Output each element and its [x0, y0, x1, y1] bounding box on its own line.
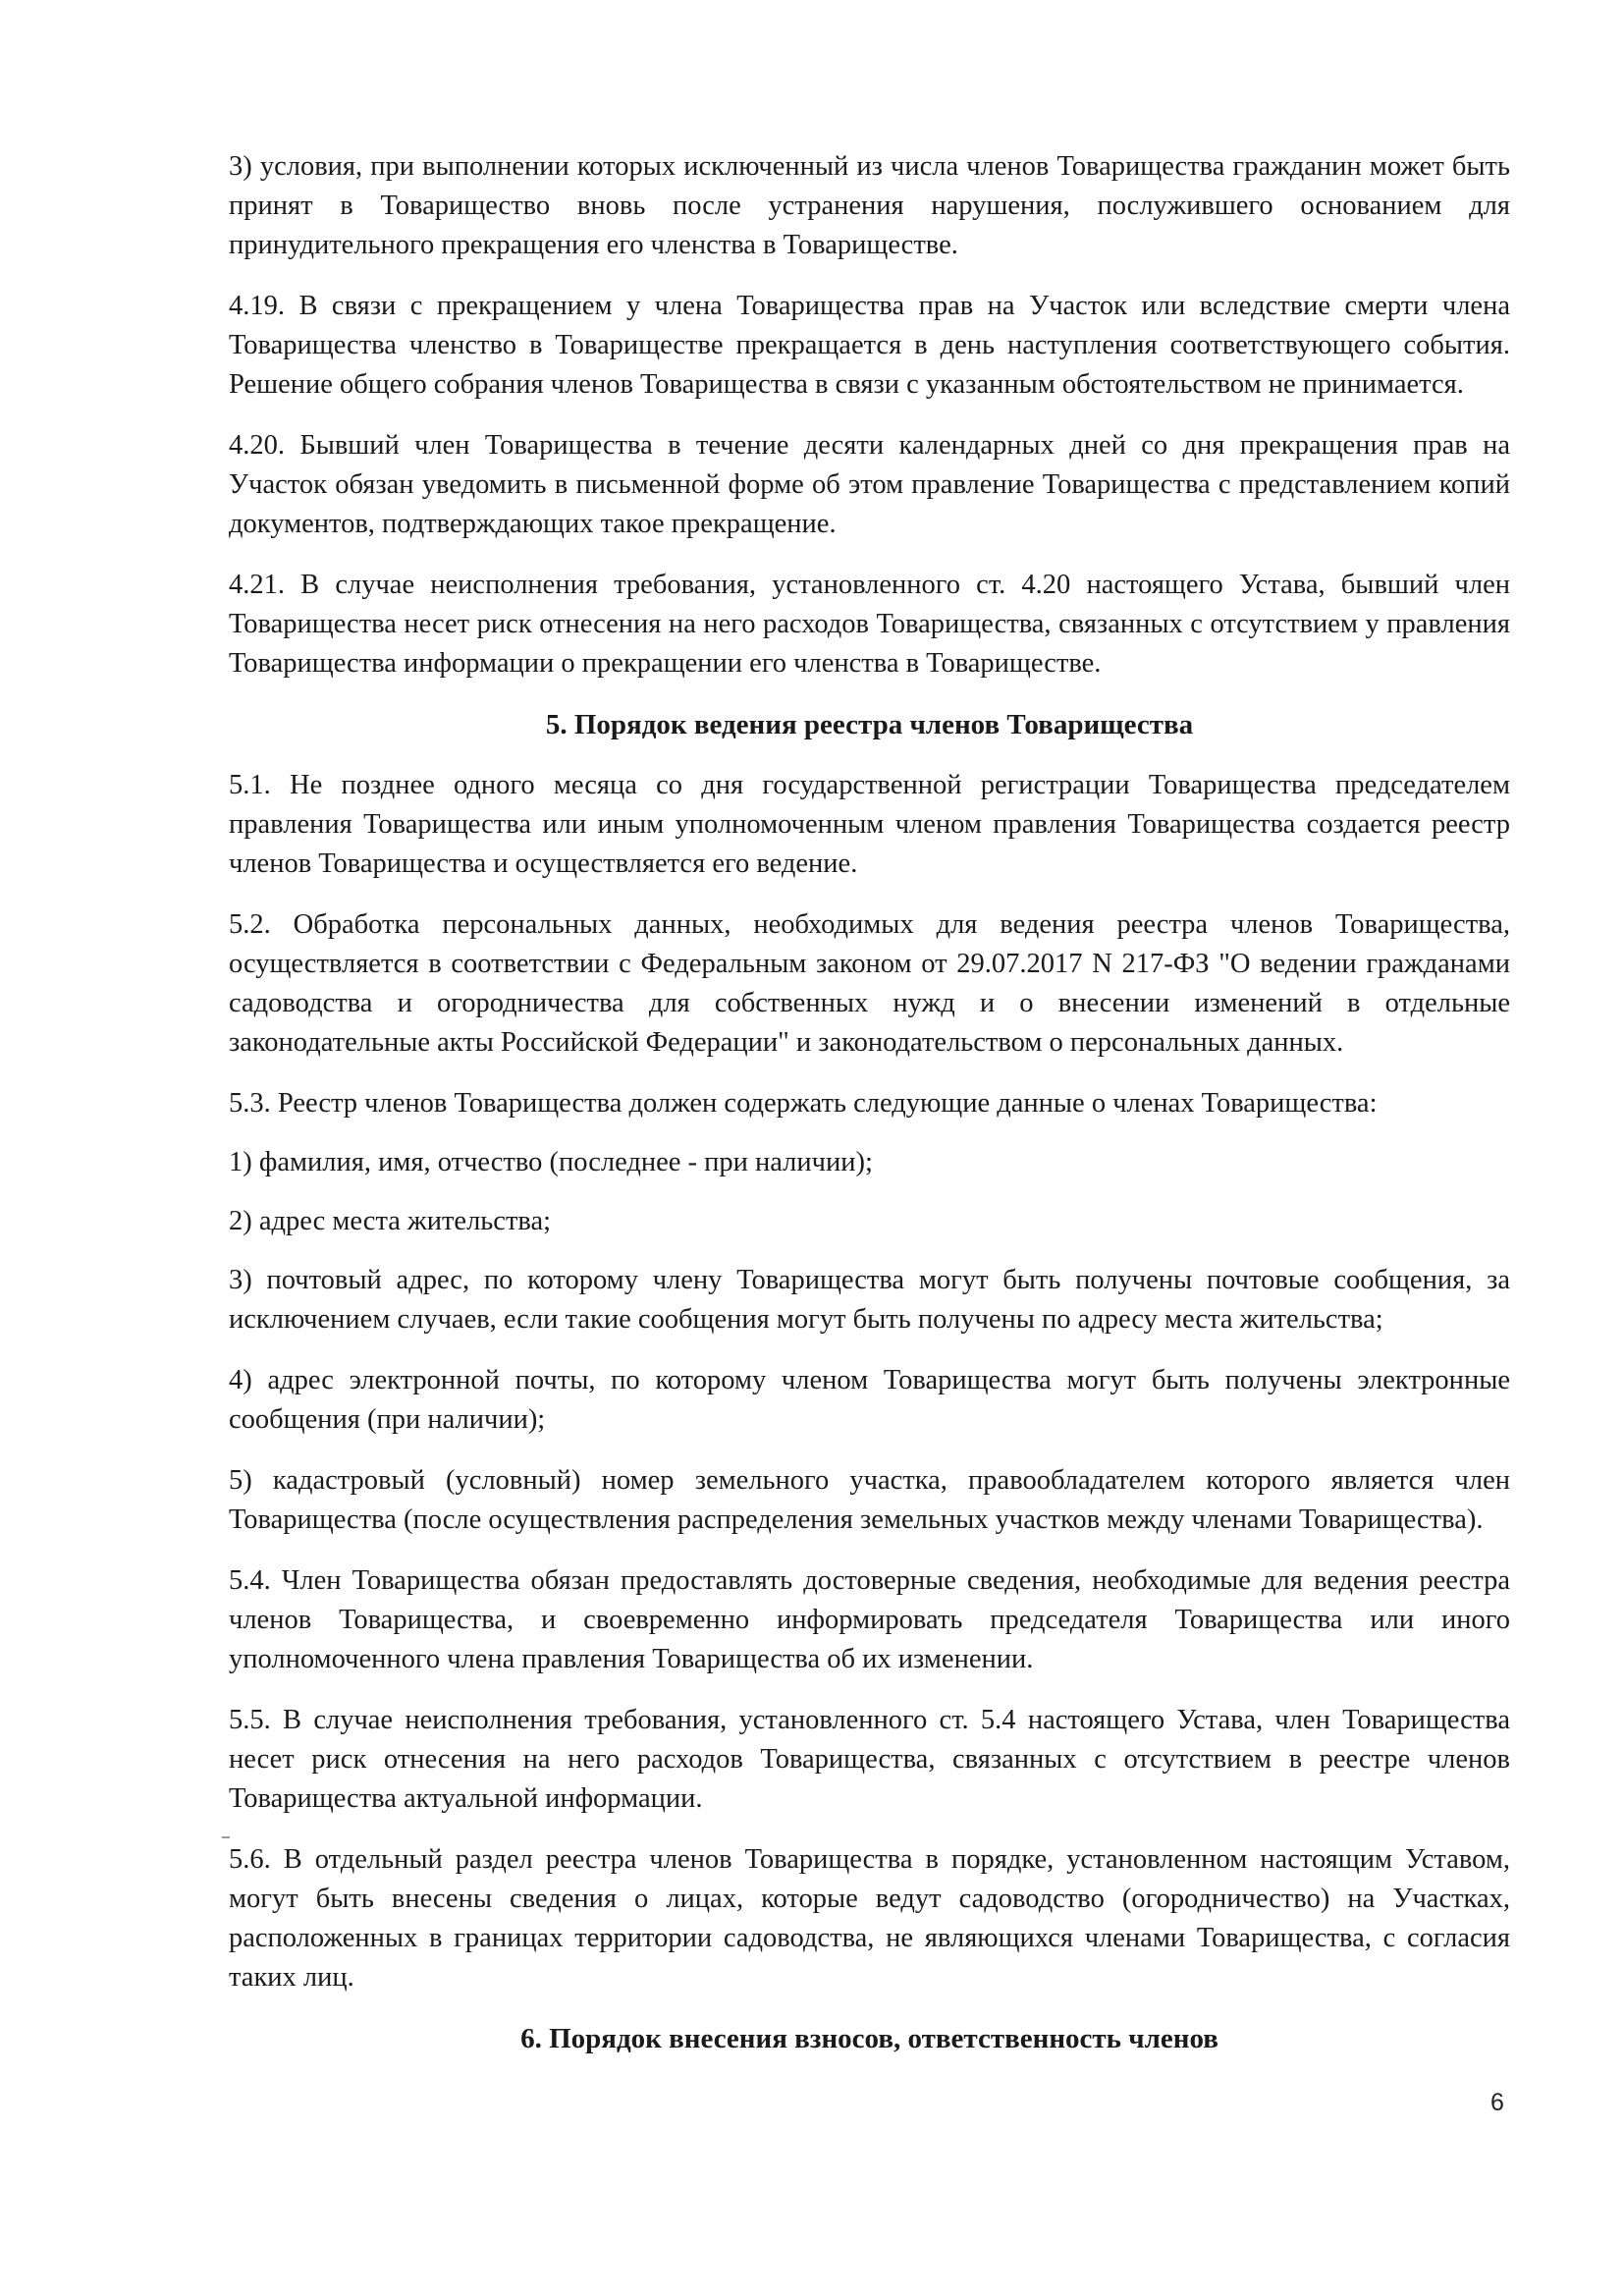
list-item-5-3-1: 1) фамилия, имя, отчество (последнее - при наличии); [229, 1147, 873, 1177]
paragraph-5-6: 5.6. В отдельный раздел реестра членов Товарищества в порядке, установленном настоящим Уставом, могут быть внесены сведения о лицах, которые ведут садоводство (огородничество) на Участках, расположенных в границах территории садоводства, не являющихся членами Товарищества, с согласия таких лиц. [229, 1844, 1510, 1993]
scan-artifact-mark [222, 1836, 230, 1838]
list-item-5-3-2: 2) адрес места жительства; [229, 1206, 552, 1236]
paragraph-5-1: 5.1. Не позднее одного месяца со дня государственной регистрации Товарищества председателем правления Товарищества или иным уполномоченным членом правления Товарищества создается реестр членов Товарищества и осуществляется его ведение. [229, 770, 1510, 879]
document-page [229, 147, 1510, 2080]
paragraph-4-18-3: 3) условия, при выполнении которых исключенный из числа членов Товарищества гражданин может быть принят в Товарищество вновь после устранения нарушения, послужившего основанием для принудительного прекращения его членства в Товариществе. [229, 151, 1510, 260]
list-item-5-3-3: 3) почтовый адрес, по которому члену Товарищества могут быть получены почтовые сообщения, за исключением случаев, если такие сообщения могут быть получены по адресу места жительства; [229, 1265, 1510, 1335]
list-item-5-3-5: 5) кадастровый (условный) номер земельного участка, правообладателем которого является член Товарищества (после осуществления распределения земельных участков между членами Товарищества). [229, 1465, 1510, 1535]
paragraph-5-4: 5.4. Член Товарищества обязан предоставлять достоверные сведения, необходимые для ведения реестра членов Товарищества, и своевременно информировать председателя Товарищества или иного уполномоченного члена правления Товарищества об их изменении. [229, 1565, 1510, 1674]
paragraph-4-19: 4.19. В связи с прекращением у члена Товарищества прав на Участок или вследствие смерти члена Товарищества членство в Товариществе прекращается в день наступления соответствующего события. Решение общего собрания членов Товарищества в связи с указанным обстоятельством не принимается. [229, 291, 1510, 400]
paragraph-4-20: 4.20. Бывший член Товарищества в течение десяти календарных дней со дня прекращения прав на Участок обязан уведомить в письменной форме об этом правление Товарищества с представлением копий документов, подтверждающих такое прекращение. [229, 430, 1510, 539]
paragraph-5-3: 5.3. Реестр членов Товарищества должен содержать следующие данные о членах Товарищества: [229, 1088, 1378, 1119]
page-number: 6 [1490, 2089, 1504, 2116]
paragraph-4-21: 4.21. В случае неисполнения требования, установленного ст. 4.20 настоящего Устава, бывший член Товарищества несет риск отнесения на него расходов Товарищества, связанных с отсутствием у правления Товарищества информации о прекращении его членства в Товариществе. [229, 570, 1510, 679]
paragraph-5-2: 5.2. Обработка персональных данных, необходимых для ведения реестра членов Товарищества, осуществляется в соответствии с Федеральным законом от 29.07.2017 N 217-ФЗ "О ведении гражданами садоводства и огородничества для собственных нужд и о внесении изменений в отдельные законодательные акты Российской Федерации" и законодательством о персональных данных. [229, 909, 1510, 1058]
paragraph-5-5: 5.5. В случае неисполнения требования, установленного ст. 5.4 настоящего Устава, член Товарищества несет риск отнесения на него расходов Товарищества, связанных с отсутствием в реестре членов Товарищества актуальной информации. [229, 1705, 1510, 1814]
list-item-5-3-4: 4) адрес электронной почты, по которому членом Товарищества могут быть получены электронные сообщения (при наличии); [229, 1365, 1510, 1435]
section-5-heading: 5. Порядок ведения реестра членов Товарищества [545, 709, 1194, 740]
section-6-heading: 6. Порядок внесения взносов, ответственность членов [520, 2023, 1218, 2054]
